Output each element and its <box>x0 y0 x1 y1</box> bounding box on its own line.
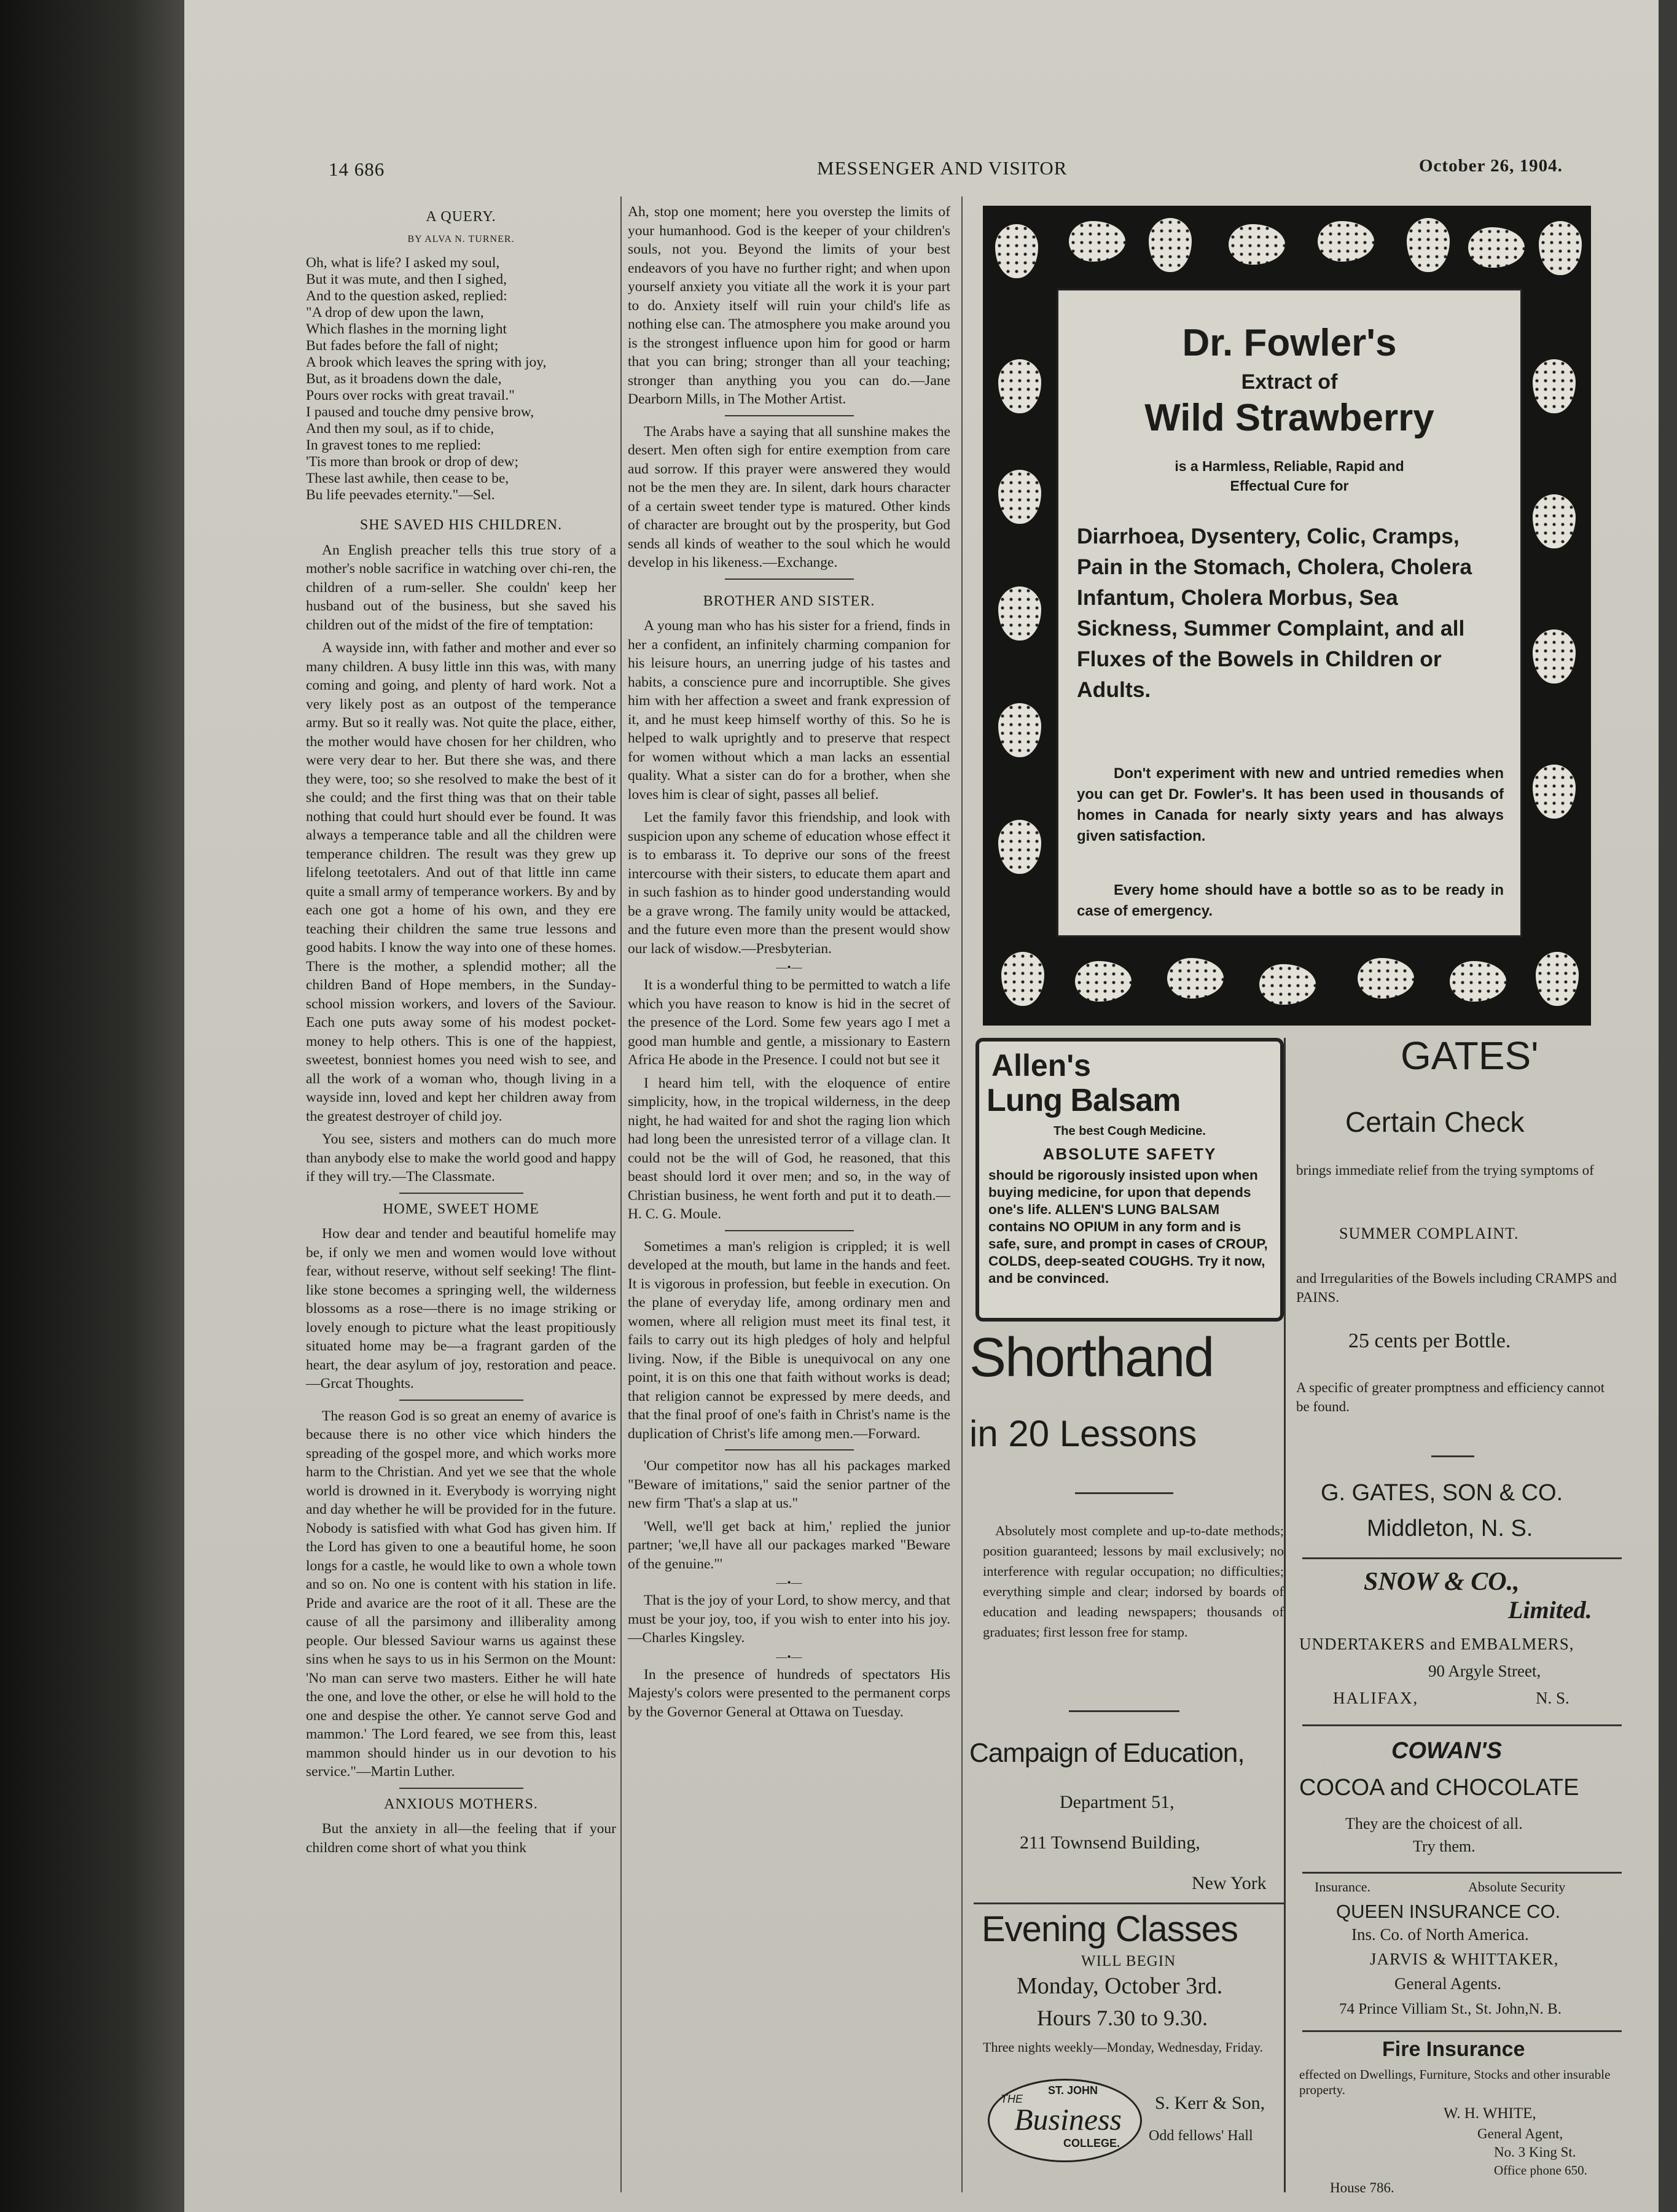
ad-column-divider <box>1284 1038 1286 2192</box>
strawberry-icon <box>998 820 1041 874</box>
column-2-paragraph: Let the family favor this friendship, and look with suspicion upon any scheme of education whose effect it is to embarass it. To deprive our sons of the freest intercourse with their sisters, to educate them apart and in such fashion as to hinder good understanding would be a grave wrong. The family unity would be attacked, and the future even more than the present would show our lack of wisdow.—Presbyterian. <box>628 809 950 957</box>
query-byline: BY ALVA N. TURNER. <box>407 233 515 244</box>
avarice-paragraph: The reason God is so great an enemy of avarice is because there is no other vice which hinders the spreading of the gospel more, and which works more harm to the Christian. And yet we see that the whole world is drowned in it. Everybody is worrying night and day whether he will be provided for in the future. Nobody is satisfied with what God has given him. If the Lord has given to one a beautiful home, he soon longs for a castle, he would like to own a whole town and so on. No one is content with his station in life. Pride and avarice are the root of it all. These are the cause of all the parsimony and illiberality among people. Our blessed Saviour warns us against these sins when he says to us in his Sermon on the Mount: 'No man can serve two masters. Either he will hate the one, and love the other, or else he will hold to the one and despise the other. Ye cannot serve God and mammon.' The Lord feared, we see from this, least mammon should hinder us in our devotion to his service."—Martin Luther. <box>306 1408 616 1780</box>
evening-proprietor: S. Kerr & Son, <box>1155 2093 1265 2113</box>
section-rule <box>725 415 854 416</box>
gates-price: 25 cents per Bottle. <box>1348 1330 1511 1352</box>
strawberry-icon <box>1468 227 1525 268</box>
issue-date: October 26, 1904. <box>1419 156 1563 176</box>
fowler-ailments: Diarrhoea, Dysentery, Colic, Cramps, Pain in the Stomach, Cholera, Cholera Infantum, Cholera Morbus, Sea Sickness, Summer Complaint, and all Fluxes of the Bowels in Children or Adults. <box>1077 524 1472 702</box>
saved-paragraph: You see, sisters and mothers can do much more than anybody else to make the world good and happy if they will try.—The Classmate. <box>306 1131 616 1185</box>
anxious-title: ANXIOUS MOTHERS. <box>384 1796 538 1812</box>
allens-subtitle: The best Cough Medicine. <box>1054 1124 1206 1138</box>
gates-body: A specific of greater promptness and efficiency cannot be found. <box>1296 1380 1605 1414</box>
section-rule <box>725 1230 854 1231</box>
section-rule <box>725 578 854 580</box>
column-2-paragraph: 'Well, we'll get back at him,' replied the junior partner; 'we,ll have all our packages marked "Beware of the genuine."' <box>628 1518 950 1572</box>
shorthand-rule <box>1075 1492 1173 1494</box>
allens-title: Allen's <box>991 1048 1091 1083</box>
queen-address: 74 Prince Villiam St., St. John,N. B. <box>1339 2001 1562 2017</box>
column-2-paragraph: I heard him tell, with the eloquence of entire simplicity, how, in the tropical wilderness, in the deep night, he had waited for and shot the raging lion which had long been the unresisted terror of a village clan. It could not be the will of God, he reasoned, that this beast should lord it over men; and so, in the way of Christian business, he went forth and put it to death.—H. C. G. Moule. <box>628 1075 950 1222</box>
queen-role: General Agents. <box>1394 1974 1501 1993</box>
strawberry-icon <box>998 586 1041 641</box>
gates-title: GATES' <box>1401 1034 1539 1078</box>
column-2-paragraph: It is a wonderful thing to be permitted to watch a life which you have reason to know is hid in the secret of the presence of the Lord. Some few years ago I met a good man humble and gentle, a missionary to Eastern Africa He abode in the Presence. I could not but see it <box>628 977 950 1068</box>
ad-divider <box>1302 1724 1622 1726</box>
shorthand-campaign: Campaign of Education, <box>969 1738 1245 1768</box>
allens-ad <box>975 1038 1284 1322</box>
queen-sub: Ins. Co. of North America. <box>1351 1925 1529 1944</box>
evening-date: Monday, October 3rd. <box>1017 1973 1223 1999</box>
fowler-body: Every home should have a bottle so as to be ready in case of emergency. <box>1077 882 1504 919</box>
strawberry-icon <box>998 470 1041 524</box>
strawberry-icon <box>1536 952 1579 1006</box>
anxious-paragraph: But the anxiety in all—the feeling that if your children come short of what you think <box>306 1821 616 1856</box>
query-title: A QUERY. <box>426 209 496 225</box>
fire-house: House 786. <box>1330 2180 1394 2195</box>
ad-divider <box>1302 1557 1622 1559</box>
gates-firm: G. GATES, SON & CO. <box>1321 1480 1563 1506</box>
fire-agent: W. H. WHITE, <box>1444 2105 1536 2122</box>
strawberry-icon <box>1450 961 1506 1002</box>
column-2-paragraph: Ah, stop one moment; here you overstep the limits of your humanhood. God is the keeper of your children's souls, not you. Beyond the limits of your best endeavors of you have no further right; and when upon yourself anxiety you vitiate all the work it is your part to do. Anxiety itself will ruin your child's life as nothing else can. The atmosphere you make around you is the strongest influence upon him for good or harm that you can bring; stronger than all your teaching; stronger than anything you you can do.—Jane Dearborn Mills, in The Mother Artist. <box>628 204 950 407</box>
fowler-body: Don't experiment with new and untried remedies when you can get Dr. Fowler's. It has been used in thousands of homes in Canada for nearly sixty years and has always given satisfaction. <box>1077 765 1504 844</box>
strawberry-icon <box>1001 952 1044 1006</box>
strawberry-icon <box>1318 221 1374 262</box>
evening-hall: Odd fellows' Hall <box>1149 2128 1253 2144</box>
ad-divider <box>1302 1872 1622 1874</box>
page-gutter <box>0 0 184 2212</box>
shorthand-building: 211 Townsend Building, <box>1020 1832 1200 1853</box>
column-2-paragraph: A young man who has his sister for a friend, finds in her a confident, an infinitely charming companion for his leisure hours, an unerring judge of his tastes and habits, a conscience pure and incorruptible. She gives him with her affection a sweet and frank expression of it, and he must keep himself worthy of this. So he is helped to walk uprightly and to preserve that respect for women without which a man lacks an essential quality. What a sister can do for a brother, when she loves him is clear of sight, passes all belief. <box>628 618 950 803</box>
queen-label-right: Absolute Security <box>1468 1879 1566 1895</box>
shorthand-subtitle: in 20 Lessons <box>969 1413 1197 1454</box>
fowler-subtitle: Extract of <box>1241 370 1338 394</box>
queen-label-left: Insurance. <box>1315 1879 1371 1895</box>
logo-text: ST. JOHN <box>1048 2084 1098 2097</box>
section-rule <box>399 1193 523 1194</box>
strawberry-icon <box>998 359 1041 413</box>
shorthand-title: Shorthand <box>969 1327 1214 1388</box>
strawberry-icon <box>1149 218 1192 272</box>
column-divider <box>620 197 622 2192</box>
column-divider <box>961 197 963 2192</box>
logo-script: Business <box>1014 2102 1122 2136</box>
queen-agents: JARVIS & WHITTAKER, <box>1370 1950 1559 1968</box>
strawberry-icon <box>1407 218 1450 272</box>
section-rule <box>399 1788 523 1789</box>
column-2-paragraph: Sometimes a man's religion is crippled; it is well developed at the mouth, but lame in the hands and feet. It is vigorous in profession, but feeble in execution. On the plane of everyday life, among ordinary men and women, where all religion must meet its final test, it fails to carry out its high pledges of holy and helpful living. Now, if the Bible is unequivocal on any one point, it is on this one that faith without works is dead; that religion cannot be expressed by mere deeds, and that the final proof of one's faith in Christ's name is the duplication of Christ's life among men.—Forward. <box>628 1238 950 1442</box>
shorthand-department: Department 51, <box>1060 1792 1175 1812</box>
fire-office: Office phone 650. <box>1494 2163 1587 2178</box>
logo-text: THE <box>1001 2093 1023 2105</box>
strawberry-icon <box>1533 494 1576 548</box>
evening-hours: Hours 7.30 to 9.30. <box>1037 2006 1208 2030</box>
column-1 <box>306 203 616 1861</box>
ad-divider <box>1302 2030 1622 2032</box>
strawberry-icon <box>1259 964 1316 1005</box>
section-rule <box>399 1400 523 1401</box>
snow-address: 90 Argyle Street, <box>1428 1662 1541 1680</box>
section-rule <box>725 1449 854 1451</box>
fowler-ad-panel <box>1057 289 1522 937</box>
fowler-ad <box>983 206 1591 1026</box>
fire-address: No. 3 King St. <box>1494 2144 1576 2160</box>
shorthand-body: Absolutely most complete and up-to-date methods; position guaranteed; lessons by mail exclusively; no interference with regular occupation; no difficulties; everything simple and clear; indorsed by boards of education and leading newspapers; thousands of graduates; first lesson free for stamp. <box>983 1523 1284 1640</box>
cowan-product: COCOA and CHOCOLATE <box>1299 1775 1579 1801</box>
strawberry-icon <box>1075 961 1132 1002</box>
gates-place: Middleton, N. S. <box>1367 1516 1533 1541</box>
strawberry-icon <box>995 224 1038 278</box>
section-ornament: —•— <box>776 961 802 973</box>
column-2-paragraph: 'Our competitor now has all his packages marked "Beware of imitations," said the senior partner of the new firm 'That's a slap at us." <box>628 1458 950 1511</box>
gates-complaint: SUMMER COMPLAINT. <box>1339 1225 1519 1242</box>
strawberry-icon <box>1358 958 1414 999</box>
section-ornament: —•— <box>776 1650 802 1663</box>
fire-role: General Agent, <box>1477 2126 1563 2141</box>
strawberry-icon <box>1167 958 1224 999</box>
snow-name: SNOW & CO., <box>1364 1568 1520 1596</box>
snow-city: HALIFAX, <box>1333 1689 1419 1707</box>
fowler-tagline: is a Harmless, Reliable, Rapid and Effectual Cure for <box>1175 458 1404 494</box>
home-title: HOME, SWEET HOME <box>383 1201 539 1217</box>
section-ornament: —•— <box>776 1576 802 1589</box>
gates-subtitle: Certain Check <box>1345 1106 1525 1138</box>
strawberry-icon <box>1533 359 1576 413</box>
strawberry-icon <box>998 703 1041 757</box>
fire-body: effected on Dwellings, Furniture, Stocks and other insurable property. <box>1299 2067 1611 2097</box>
masthead: MESSENGER AND VISITOR <box>817 157 1068 179</box>
query-poem: Oh, what is life? I asked my soul, But it was mute, and then I sighed, And to the question asked, replied: "A drop of dew upon the lawn, Which flashes in the morning light But fades before the fall of night; A brook which leaves the spring with joy, But, as it broadens down the dale, Pours over rocks with great travail." I paused and touche dmy pensive brow, And then my soul, as if to chide, In gravest tones to me replied: 'Tis more than brook or drop of dew; These last awhile, then cease to be, Bu life peevades eternity."—Sel. <box>306 255 547 503</box>
gates-body: and Irregularities of the Bowels including CRAMPS and PAINS. <box>1296 1271 1617 1305</box>
ad-divider <box>974 1902 1284 1904</box>
fowler-product: Wild Strawberry <box>1144 397 1434 439</box>
saved-paragraph: A wayside inn, with father and mother and ever so many children. A busy little inn this was, with many coming and going, and plenty of hard work. Not a very likely post as an outpost of the temperance army. But so it really was. Not quite the place, either, the mother would have chosen for her children, who were very dear to her. But there she was, and there they were, too; so she resolved to make the best of it she could; and the first thing was that on their table nothing that could hurt should ever be found. It was always a temperance table and all the children were temperance children. The result was they grew up lifelong teetotalers. And out of that little inn came quite a small army of temperance workers. By and by each one got a home of his own, and they ere teaching their children the same true lessons and good habits. I know the way into one of these homes. There is the mother, a splendid mother; all the children Band of Hope members, in the Sunday-school mission workers, and lovers of the Saviour. Each one puts away some of his modest pocket-money to help others. This is one of the happiest, sweetest, bonniest homes you need wish to see, and all the work of a woman who, though living in a wayside inn, loved and kept her children away from the greatest destroyer of child joy. <box>306 640 616 1124</box>
snow-trade: UNDERTAKERS and EMBALMERS, <box>1299 1635 1574 1653</box>
allens-title: Lung Balsam <box>987 1083 1181 1118</box>
cowan-tagline: They are the choicest of all. <box>1345 1815 1523 1832</box>
brother-title: BROTHER AND SISTER. <box>703 593 875 609</box>
snow-province: N. S. <box>1536 1689 1570 1707</box>
shorthand-city: New York <box>1192 1873 1267 1893</box>
gates-rule <box>1431 1455 1474 1457</box>
fire-title: Fire Insurance <box>1382 2038 1525 2061</box>
cowan-tagline: Try them. <box>1413 1837 1476 1855</box>
strawberry-icon <box>1533 765 1576 819</box>
snow-limited: Limited. <box>1508 1596 1592 1624</box>
gates-body: brings immediate relief from the trying symptoms of <box>1296 1162 1594 1178</box>
evening-begin: WILL BEGIN <box>1081 1953 1176 1969</box>
evening-nights: Three nights weekly—Monday, Wednesday, Friday. <box>983 2039 1264 2055</box>
queen-name: QUEEN INSURANCE CO. <box>1336 1901 1561 1922</box>
shorthand-rule <box>1069 1710 1179 1712</box>
allens-body: should be rigorously insisted upon when buying medicine, for upon that depends one's life. ALLEN'S LUNG BALSAM contains NO OPIUM in any form and is safe, sure, and prompt in cases of CROUP, COLDS, deep-seated COUGHS. Try it now, and be convinced. <box>988 1167 1268 1286</box>
home-paragraph: How dear and tender and beautiful homelife may be, if only we men and women would love without fear, without reserve, without self seeking! The flint-like stone becomes a springing well, the wilderness blossoms as a rose—there is no image striking or lovely enough to picture what the least propitiously situated home may be—a fragrant garden of the heart, the dear asylum of joy, restoration and peace.—Grcat Thoughts. <box>306 1226 616 1392</box>
page-number: 14 686 <box>329 158 385 180</box>
strawberry-icon <box>1069 221 1125 262</box>
column-2-paragraph: The Arabs have a saying that all sunshine makes the desert. Men often sigh for entire exemption from care aud sorrow. If this prayer were answered they would not be the men they are. In silent, dark hours character of a certain sweet tender type is matured. Other kinds of character are brought out by the prosperity, but God sends all kinds of weather to the soul which he would develop in his likeness.—Exchange. <box>628 423 950 571</box>
column-2-paragraph: That is the joy of your Lord, to show mercy, and that must be your joy, too, if you wish to enter into his joy.—Charles Kingsley. <box>628 1592 950 1646</box>
cowan-name: COWAN'S <box>1391 1738 1503 1764</box>
strawberry-icon <box>1539 221 1582 275</box>
saved-paragraph: An English preacher tells this true story of a mother's noble sacrifice in watching over chi-ren, the children of a rum-seller. She couldn' keep her husband out of the business, but she saved his children out of the midst of the fire of temptation: <box>306 542 616 633</box>
evening-title: Evening Classes <box>982 1909 1238 1949</box>
allens-safety: ABSOLUTE SAFETY <box>1042 1145 1217 1163</box>
strawberry-icon <box>1229 224 1285 265</box>
column-2 <box>628 203 950 1726</box>
saved-title: SHE SAVED HIS CHILDREN. <box>359 517 563 533</box>
logo-text: COLLEGE. <box>1063 2137 1120 2149</box>
column-2-paragraph: In the presence of hundreds of spectators His Majesty's colors were presented to the permanent corps by the Governor General at Ottawa on Tuesday. <box>628 1666 950 1720</box>
business-college-logo <box>988 2079 1142 2162</box>
fowler-title: Dr. Fowler's <box>1182 322 1397 364</box>
strawberry-icon <box>1533 629 1576 683</box>
